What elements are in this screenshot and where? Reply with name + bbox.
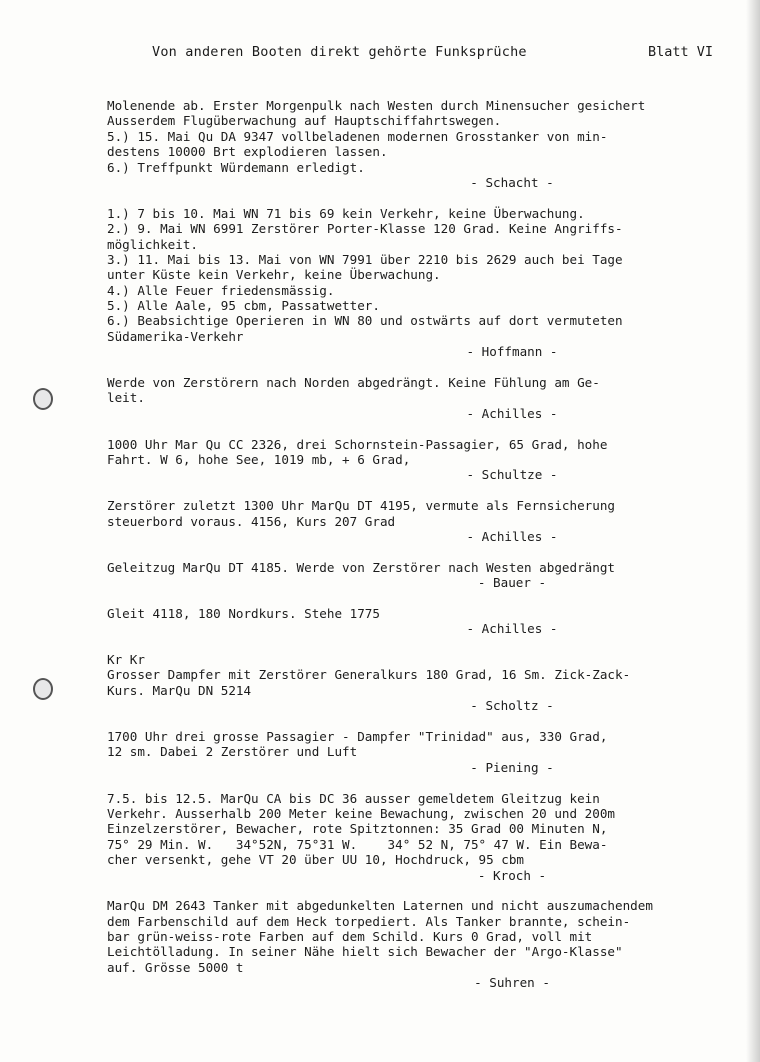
text-line: leit. bbox=[107, 390, 145, 406]
blank-line bbox=[107, 714, 747, 729]
blank-line bbox=[107, 637, 747, 652]
text-line: dem Farbenschild auf dem Heck torpediert. Als Tanker brannte, schein- bbox=[107, 913, 631, 929]
text-line: 6.) Treffpunkt Würdemann erledigt. bbox=[107, 159, 365, 175]
blank-line bbox=[107, 591, 747, 606]
text-line: auf. Grösse 5000 t bbox=[107, 959, 244, 975]
text-line: 3.) 11. Mai bis 13. Mai von WN 7991 über 2210 bis 2629 auch bei Tage bbox=[107, 251, 623, 267]
text-line: Ausserdem Flugüberwachung auf Hauptschiffahrtswegen. bbox=[107, 113, 502, 129]
blank-line bbox=[107, 190, 747, 205]
text-line: Geleitzug MarQu DT 4185. Werde von Zerstörer nach Westen abgedrängt bbox=[107, 559, 615, 575]
signature-line: - Suhren - bbox=[474, 975, 550, 991]
signature-line: - Piening - bbox=[470, 759, 554, 775]
signature-line: - Schultze - bbox=[466, 467, 558, 483]
blank-line bbox=[107, 883, 747, 898]
text-line: 1.) 7 bis 10. Mai WN 71 bis 69 kein Verkehr, keine Überwachung. bbox=[107, 205, 585, 221]
text-line: 6.) Beabsichtige Operieren in WN 80 und ostwärts auf dort vermuteten bbox=[107, 313, 623, 329]
punch-hole-upper bbox=[33, 388, 53, 410]
text-line: steuerbord voraus. 4156, Kurs 207 Grad bbox=[107, 513, 396, 529]
text-line: 4.) Alle Feuer friedensmässig. bbox=[107, 282, 335, 298]
text-line: 75° 29 Min. W. 34°52N, 75°31 W. 34° 52 N, 75° 47 W. Ein Bewa- bbox=[107, 836, 608, 852]
text-line: Zerstörer zuletzt 1300 Uhr MarQu DT 4195, vermute als Fernsicherung bbox=[107, 498, 615, 514]
blank-line bbox=[107, 775, 747, 790]
signature-line: - Kroch - bbox=[477, 867, 547, 883]
signature-line: - Schacht - bbox=[470, 174, 554, 190]
signature-line: - Achilles - bbox=[466, 621, 558, 637]
text-line: 7.5. bis 12.5. MarQu CA bis DC 36 ausser gemeldetem Gleitzug kein bbox=[107, 790, 600, 806]
punch-hole-lower bbox=[33, 678, 53, 700]
signature-line: - Bauer - bbox=[477, 575, 547, 591]
message-log bbox=[107, 98, 747, 991]
text-line: 2.) 9. Mai WN 6991 Zerstörer Porter-Klasse 120 Grad. Keine Angriffs- bbox=[107, 221, 623, 237]
sheet-number: Blatt VI bbox=[648, 44, 714, 60]
blank-line bbox=[107, 544, 747, 559]
text-line: Werde von Zerstörern nach Norden abgedrängt. Keine Fühlung am Ge- bbox=[107, 375, 600, 391]
text-line: Molenende ab. Erster Morgenpulk nach Westen durch Minensucher gesichert bbox=[107, 98, 646, 113]
text-line: 1000 Uhr Mar Qu CC 2326, drei Schornstein-Passagier, 65 Grad, hohe bbox=[107, 436, 608, 452]
text-line: cher versenkt, gehe VT 20 über UU 10, Hochdruck, 95 cbm bbox=[107, 852, 525, 868]
text-line: 5.) 15. Mai Qu DA 9347 vollbeladenen modernen Grosstanker von min- bbox=[107, 128, 608, 144]
text-line: 1700 Uhr drei grosse Passagier - Dampfer "Trinidad" aus, 330 Grad, bbox=[107, 729, 608, 745]
signature-line: - Scholtz - bbox=[470, 698, 554, 714]
text-line: Leichtölladung. In seiner Nähe hielt sich Bewacher der "Argo-Klasse" bbox=[107, 944, 623, 960]
signature-line: - Achilles - bbox=[466, 528, 558, 544]
text-line: bar grün-weiss-rote Farben auf dem Schild. Kurs 0 Grad, voll mit bbox=[107, 929, 593, 945]
text-line: Fahrt. W 6, hohe See, 1019 mb, + 6 Grad, bbox=[107, 451, 411, 467]
signature-line: - Hoffmann - bbox=[466, 344, 558, 360]
text-line: Kurs. MarQu DN 5214 bbox=[107, 682, 252, 698]
text-line: 12 sm. Dabei 2 Zerstörer und Luft bbox=[107, 744, 358, 760]
blank-line bbox=[107, 483, 747, 498]
text-line: Gleit 4118, 180 Nordkurs. Stehe 1775 bbox=[107, 605, 380, 621]
page-title: Von anderen Booten direkt gehörte Funksprüche bbox=[152, 44, 527, 60]
text-line: Einzelzerstörer, Bewacher, rote Spitztonnen: 35 Grad 00 Minuten N, bbox=[107, 821, 608, 837]
text-line: 5.) Alle Aale, 95 cbm, Passatwetter. bbox=[107, 298, 380, 314]
text-line: Südamerika-Verkehr bbox=[107, 328, 244, 344]
text-line: Grosser Dampfer mit Zerstörer Generalkurs 180 Grad, 16 Sm. Zick-Zack- bbox=[107, 667, 631, 683]
text-line: unter Küste kein Verkehr, keine Überwachung. bbox=[107, 267, 441, 283]
signature-line: - Achilles - bbox=[466, 405, 558, 421]
page-edge-shadow bbox=[746, 0, 760, 1062]
text-line: Verkehr. Ausserhalb 200 Meter keine Bewachung, zwischen 20 und 200m bbox=[107, 805, 615, 821]
text-line: Kr Kr bbox=[107, 652, 145, 668]
blank-line bbox=[107, 421, 747, 436]
text-line: möglichkeit. bbox=[107, 236, 198, 252]
text-line: destens 10000 Brt explodieren lassen. bbox=[107, 144, 388, 160]
blank-line bbox=[107, 360, 747, 375]
text-line: MarQu DM 2643 Tanker mit abgedunkelten Laternen und nicht auszumachendem bbox=[107, 898, 653, 914]
